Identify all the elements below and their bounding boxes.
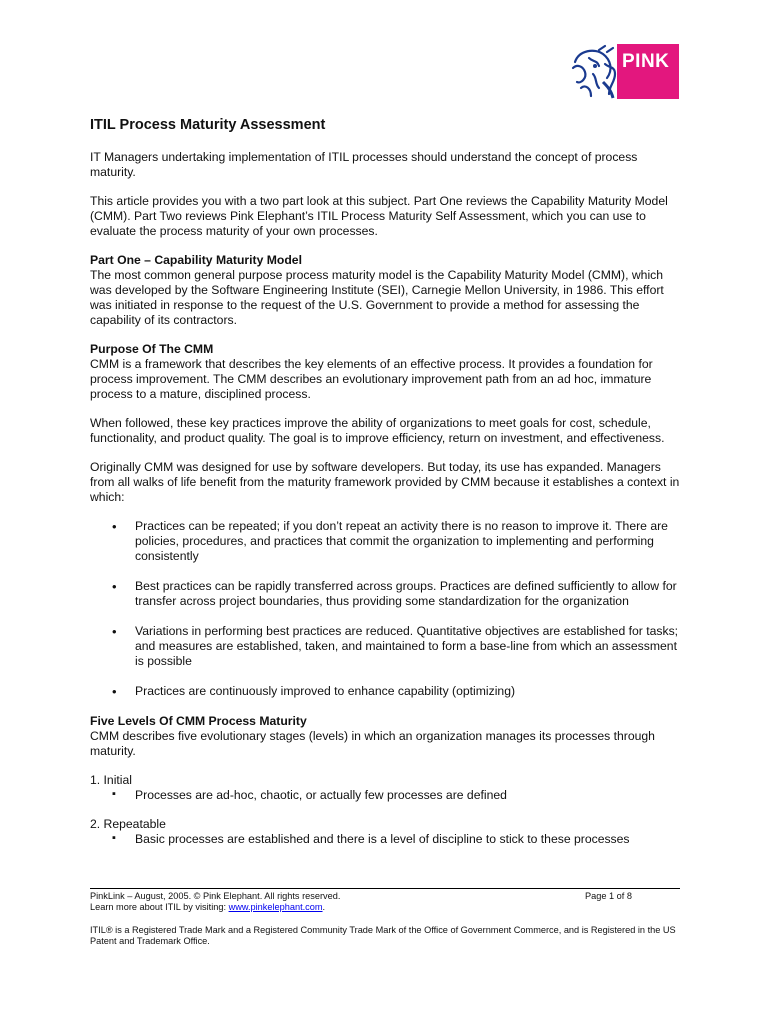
list-item: ▪ Processes are ad-hoc, chaotic, or actually few processes are defined [90,788,680,803]
level-repeatable [90,817,680,847]
purpose-section [90,342,680,402]
list-item: • Practices can be repeated; if you don’t repeat an activity there is no reason to improve it. There are policies, procedures, and practices that commit the organization to implementing and performing consistently [90,519,680,564]
level-name: 1. Initial [90,773,133,787]
elephant-icon [569,44,617,99]
footer-divider [90,888,680,889]
learn-more-text: Learn more about ITIL by visiting: [90,902,229,912]
footer-copyright: PinkLink – August, 2005. © Pink Elephant. All rights reserved. [90,891,341,901]
part-one-section [90,253,680,328]
list-item: • Variations in performing best practices are reduced. Quantitative objectives are established for tasks; and measures are established, taken, and maintained to form a base-line from which an assessment is possible [90,624,680,669]
level-items [90,832,680,847]
pink-elephant-logo [569,44,679,99]
learn-more-suffix: . [322,902,326,912]
five-levels-section [90,714,680,759]
purpose-heading: Purpose Of The CMM [90,342,214,356]
level-items [90,788,680,803]
intro-paragraph-1: IT Managers undertaking implementation of ITIL processes should understand the concept of process maturity. [90,150,638,179]
list-item: ▪ Basic processes are established and there is a level of discipline to stick to these processes [90,832,680,847]
purpose-originally: Originally CMM was designed for use by software developers. But today, its use has expanded. Managers from all walks of life benefit from the maturity framework provided by CMM because it establishes a context in which: [90,460,680,504]
article-body [90,150,680,861]
page-footer [90,891,680,947]
trademark-notice: ITIL® is a Registered Trade Mark and a Registered Community Trade Mark of the Office of Government Commerce, and is Registered in the US Patent and Trademark Office. [90,925,676,946]
level-initial [90,773,680,803]
list-item: • Practices are continuously improved to enhance capability (optimizing) [90,684,680,699]
logo-wordmark: PINK [622,51,670,72]
footer-copyright-row [90,891,680,902]
five-levels-heading: Five Levels Of CMM Process Maturity [90,714,307,728]
page-title: ITIL Process Maturity Assessment [90,117,326,133]
level-name: 2. Repeatable [90,817,166,831]
context-bullet-list [90,519,680,699]
part-one-heading: Part One – Capability Maturity Model [90,253,302,267]
purpose-followed: When followed, these key practices improve the ability of organizations to meet goals for cost, schedule, functionality, and product quality. The goal is to improve efficiency, return on investment, and effectiveness. [90,416,665,445]
part-one-text: The most common general purpose process maturity model is the Capability Maturity Model (CMM), which was developed by the Software Engineering Institute (SEI), Carnegie Mellon University, in 1986. This effort was initiated in response to the request of the U.S. Government to provide a method for assessing the capability of its contractors. [90,268,664,327]
intro-paragraph-2: This article provides you with a two part look at this subject. Part One reviews the Capability Maturity Model (CMM). Part Two reviews Pink Elephant’s ITIL Process Maturity Self Assessment, which you can use to evaluate the process maturity of your own processes. [90,194,668,238]
list-item: • Best practices can be rapidly transferred across groups. Practices are defined sufficiently to allow for transfer across project boundaries, thus providing some standardization for the organization [90,579,680,609]
page-number: Page 1 of 8 [585,891,632,901]
website-link[interactable]: www.pinkelephant.com [228,902,323,912]
footer-learn-more [90,902,680,913]
five-levels-text: CMM describes five evolutionary stages (levels) in which an organization manages its processes through maturity. [90,729,655,758]
purpose-text: CMM is a framework that describes the key elements of an effective process. It provides a foundation for process improvement. The CMM describes an evolutionary improvement path from an ad hoc, immature process to a mature, disciplined process. [90,357,653,401]
